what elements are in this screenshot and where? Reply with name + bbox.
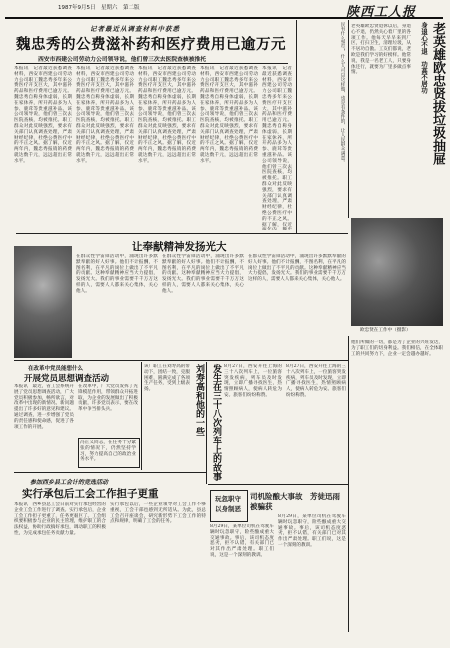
right-column-text-block: 老英雄欧忠贤退休以后，身退心不退，仍然关心着厂里的各项工作。他每天早早来到厂区，打扫卫生，清理垃圾，从不居功自傲。工友们都说，老欧是我们学习的好榜样。他常说，我是一名老工人，只要身体还行，就要为厂里多做点事情。 [351,24,411,76]
lead-subhead-rule [16,63,288,64]
strip-right-rule [348,336,349,632]
bottom-right-kicker: 玩忽职守以身制恶 [215,495,241,513]
bottom-body-col-2: 实行承包以后，一些企业领导对工会工作不够重视，工会干部也感到无所适从。为此，县总工会召开座谈会，研究新形势下工会工作的特点和规律，明确了工会的任务。 [110,502,206,525]
strip-vertical-headline: 发生在三十八次列车上的故事 [211,364,221,481]
feature-photo [14,246,72,358]
bottom-top-rule [14,472,206,473]
feature-headline: 让奉献精神发扬光大 [132,241,227,253]
middle-col-rule [141,362,142,470]
middle-top-rule [14,360,348,361]
middle-kicker: 在改革中党员能想什么 [28,366,84,372]
lead-story-col-3: 本报讯 记者最近获悉调查材料，西安市西建公司劳动力公司职工魏忠秀多年来公费医疗开支巨大，其中滋补药品和医疗费用已逾万元。魏忠秀自称身体虚弱，长期在家休养，所开药品多为人参、鹿茸等贵重滋补品。该公司领导说，他们曾三次去医院查核，均被推托。职工群众对此反映强烈，要求有关部门认真调查处理，严肃财经纪律，杜绝公费医疗中的不正之风。据了解，仅近两年内，魏忠秀报销的药费就达数千元，远远超出正常水平。 [138,66,196,164]
masthead-paper-name: 陕西工人报 [346,5,417,20]
right-column-photo [351,218,443,326]
middle-vertical-headline: 刘寿高和他的一些 [194,364,204,436]
bottom-kicker: 参加西乡县工会计的竞选活动 [30,479,109,486]
lead-story-col-2: 本报讯 记者最近获悉调查材料，西安市西建公司劳动力公司职工魏忠秀多年来公费医疗开支巨大，其中滋补药品和医疗费用已逾万元。魏忠秀自称身体虚弱，长期在家休养，所开药品多为人参、鹿茸等贵重滋补品。该公司领导说，他们曾三次去医院查核，均被推托。职工群众对此反映强烈，要求有关部门认真调查处理，严肃财经纪律，杜绝公费医疗中的不正之风。据了解，仅近两年内，魏忠秀报销的药费就达数千元，远远超出正常水平。 [76,66,134,164]
bottom-right-headline: 司机险酿大事故 芳徒迅雨被骗获 [250,492,340,511]
feature-body-col-2: 在群众性学雷锋活动中，涌现出许多默默奉献的好人好事。他们不计报酬，不图名利，在平凡的岗位上做出了不平凡的贡献。这种奉献精神应当大力提倡，发扬光大。我们的事业需要千千万万这样的人，需要人人都来关心集体，关心他人。 [162,254,244,294]
lead-story-col-1: 本报讯 记者最近获悉调查材料，西安市西建公司劳动力公司职工魏忠秀多年来公费医疗开支巨大，其中滋补药品和医疗费用已逾万元。魏忠秀自称身体虚弱，长期在家休养，所开药品多为人参、鹿茸等贵重滋补品。该公司领导说，他们曾三次去医院查核，均被推托。职工群众对此反映强烈，要求有关部门认真调查处理，严肃财经纪律，杜绝公费医疗中的不正之风。据了解，仅近两年内，魏忠秀报销的药费就达数千元，远远超出正常水平。 [14,66,72,164]
bottom-right-top-rule [208,484,348,485]
strip-body-col-1: 8月27日，西安开往上海的三十八次列车上，一位旅客突发疾病，列车员及时发现，立即广播寻找医生，热情照顾病人，使病人转危为安。旅客们纷纷称赞。 [224,364,282,398]
bottom-right-body-col-1: 8月29日，某单位司机在驾驶车辆时玩忽职守，险些酿成重大交通事故。事后，该司机态度恶劣，拒不认错，有关部门已对其作出严肃处理。职工们说，这是一个深刻的教训。 [210,524,274,558]
right-column-rule [348,20,349,218]
lead-side-column: 民有什么怨气，什么人可以这样做，也是有条件的，让人民群众满意。 [340,22,345,165]
right-column-headline: 老英雄欧忠贤拔垃圾抽屉 [430,22,445,165]
strip-left-rule [206,362,207,484]
lead-story-col-5: 本报讯 记者最近获悉调查材料，西安市西建公司劳动力公司职工魏忠秀多年来公费医疗开支巨大，其中滋补药品和医疗费用已逾万元。魏忠秀自称身体虚弱，长期在家休养，所开药品多为人参、鹿茸等贵重滋补品。该公司领导说，他们曾三次去医院查核，均被推托。职工群众对此反映强烈，要求有关部门认真调查处理，严肃财经纪律，杜绝公费医疗中的不正之风。据了解，仅近 [262,66,292,228]
lead-story-kicker: 记者最近从调查材料中获悉 [90,25,180,33]
bottom-body-col-1: 本报讯 西乡县总工会日前对实行承包经营的企业工会工作进行了调查。实行承包后，企业工会工作担子更重了，任务更艰巨了。工会组织要积极参与企业的民主管理，维护职工的合法权益，协助行政搞好承包，调动职工的积极性，为完成承包任务贡献力量。 [14,502,106,536]
middle-vertical-body: 该厂职工在刘寿高的带动下，团结一致，克服困难，圆满完成了各项生产任务，受到上级表扬。 [144,364,190,393]
middle-body-col-2: 在改革中，广大党员发挥了先锋模范作用，带领群众开拓进取，为企业的发展做出了积极贡献，许多党员表示，要在改革中争当排头兵。 [78,384,138,413]
middle-box-text: 冯正义同志，在任务十分紧张的情况下，仍然坚持学习，努力提高自己的政治业务水平。 [80,440,136,463]
lead-story-col-4: 本报讯 记者最近获悉调查材料，西安市西建公司劳动力公司职工魏忠秀多年来公费医疗开支巨大，其中滋补药品和医疗费用已逾万元。魏忠秀自称身体虚弱，长期在家休养，所开药品多为人参、鹿茸等贵重滋补品。该公司领导说，他们曾三次去医院查核，均被推托。职工群众对此反映强烈，要求有关部门认真调查处理，严肃财经纪律，杜绝公费医疗中的不正之风。据了解，仅近两年内，魏忠秀报销的药费就达数千元，远远超出正常水平。 [200,66,258,164]
middle-headline: 开展党员思想调查活动 [24,374,110,384]
right-photo-caption: 欧忠贤在工作中（摄影） [360,328,411,333]
feature-top-rule [16,233,348,234]
right-lower-body: 他们所做的一切，都是为了企业的兴旺发达，为了职工们的切身利益。我们相信，在全体职工的共同努力下，企业一定会越办越好。 [351,340,443,357]
feature-body-col-1: 在群众性学雷锋活动中，涌现出许多默默奉献的好人好事。他们不计报酬，不图名利，在平凡的岗位上做出了不平凡的贡献。这种奉献精神应当大力提倡，发扬光大。我们的事业需要千千万万这样的人，需要人人都来关心集体，关心他人。 [76,254,158,294]
lead-story-subhead: 西安市西建公司劳动力公司领导说，他们曾三次去医院查核被推托 [38,57,207,63]
lead-story-headline: 魏忠秀的公费滋补药和医疗费用已逾万元 [16,36,286,53]
middle-body-col-1: 本报讯 最近，省工会系统开展了党员思想调查活动，广大党员积极参加，畅所欲言，对改革中出现的新情况、新问题提出了许多好的意见和建议。通过调查，进一步增强了党员的责任感和使命感，促进了各项工作的开展。 [14,384,74,430]
feature-body-col-3: 在群众性学雷锋活动中，涌现出许多默默奉献的好人好事。他们不计报酬，不图名利，在平凡的岗位上做出了不平凡的贡献。这种奉献精神应当大力提倡，发扬光大。我们的事业需要千千万万这样的人，需要人人都来关心集体，关心他人。 [248,254,346,283]
bottom-right-body-col-2: 8月29日，某单位司机在驾驶车辆时玩忽职守，险些酿成重大交通事故。事后，该司机态度恶劣，拒不认错，有关部门已对其作出严肃处理。职工们说，这是一个深刻的教训。 [278,514,346,548]
bottom-headline: 实行承包后工会工作担子更重 [22,488,159,500]
masthead-date: 1987年9月5日 星期六 第二版 [58,5,140,11]
lead-right-rule [296,20,297,234]
strip-body-col-2: 8月27日，西安开往上海的三十八次列车上，一位旅客突发疾病，列车员及时发现，立即广播寻找医生，热情照顾病人，使病人转危为安。旅客们纷纷称赞。 [286,364,346,398]
right-column-kicker: 身退心不退 功高不居功 [420,22,428,94]
masthead-rule [5,17,443,19]
